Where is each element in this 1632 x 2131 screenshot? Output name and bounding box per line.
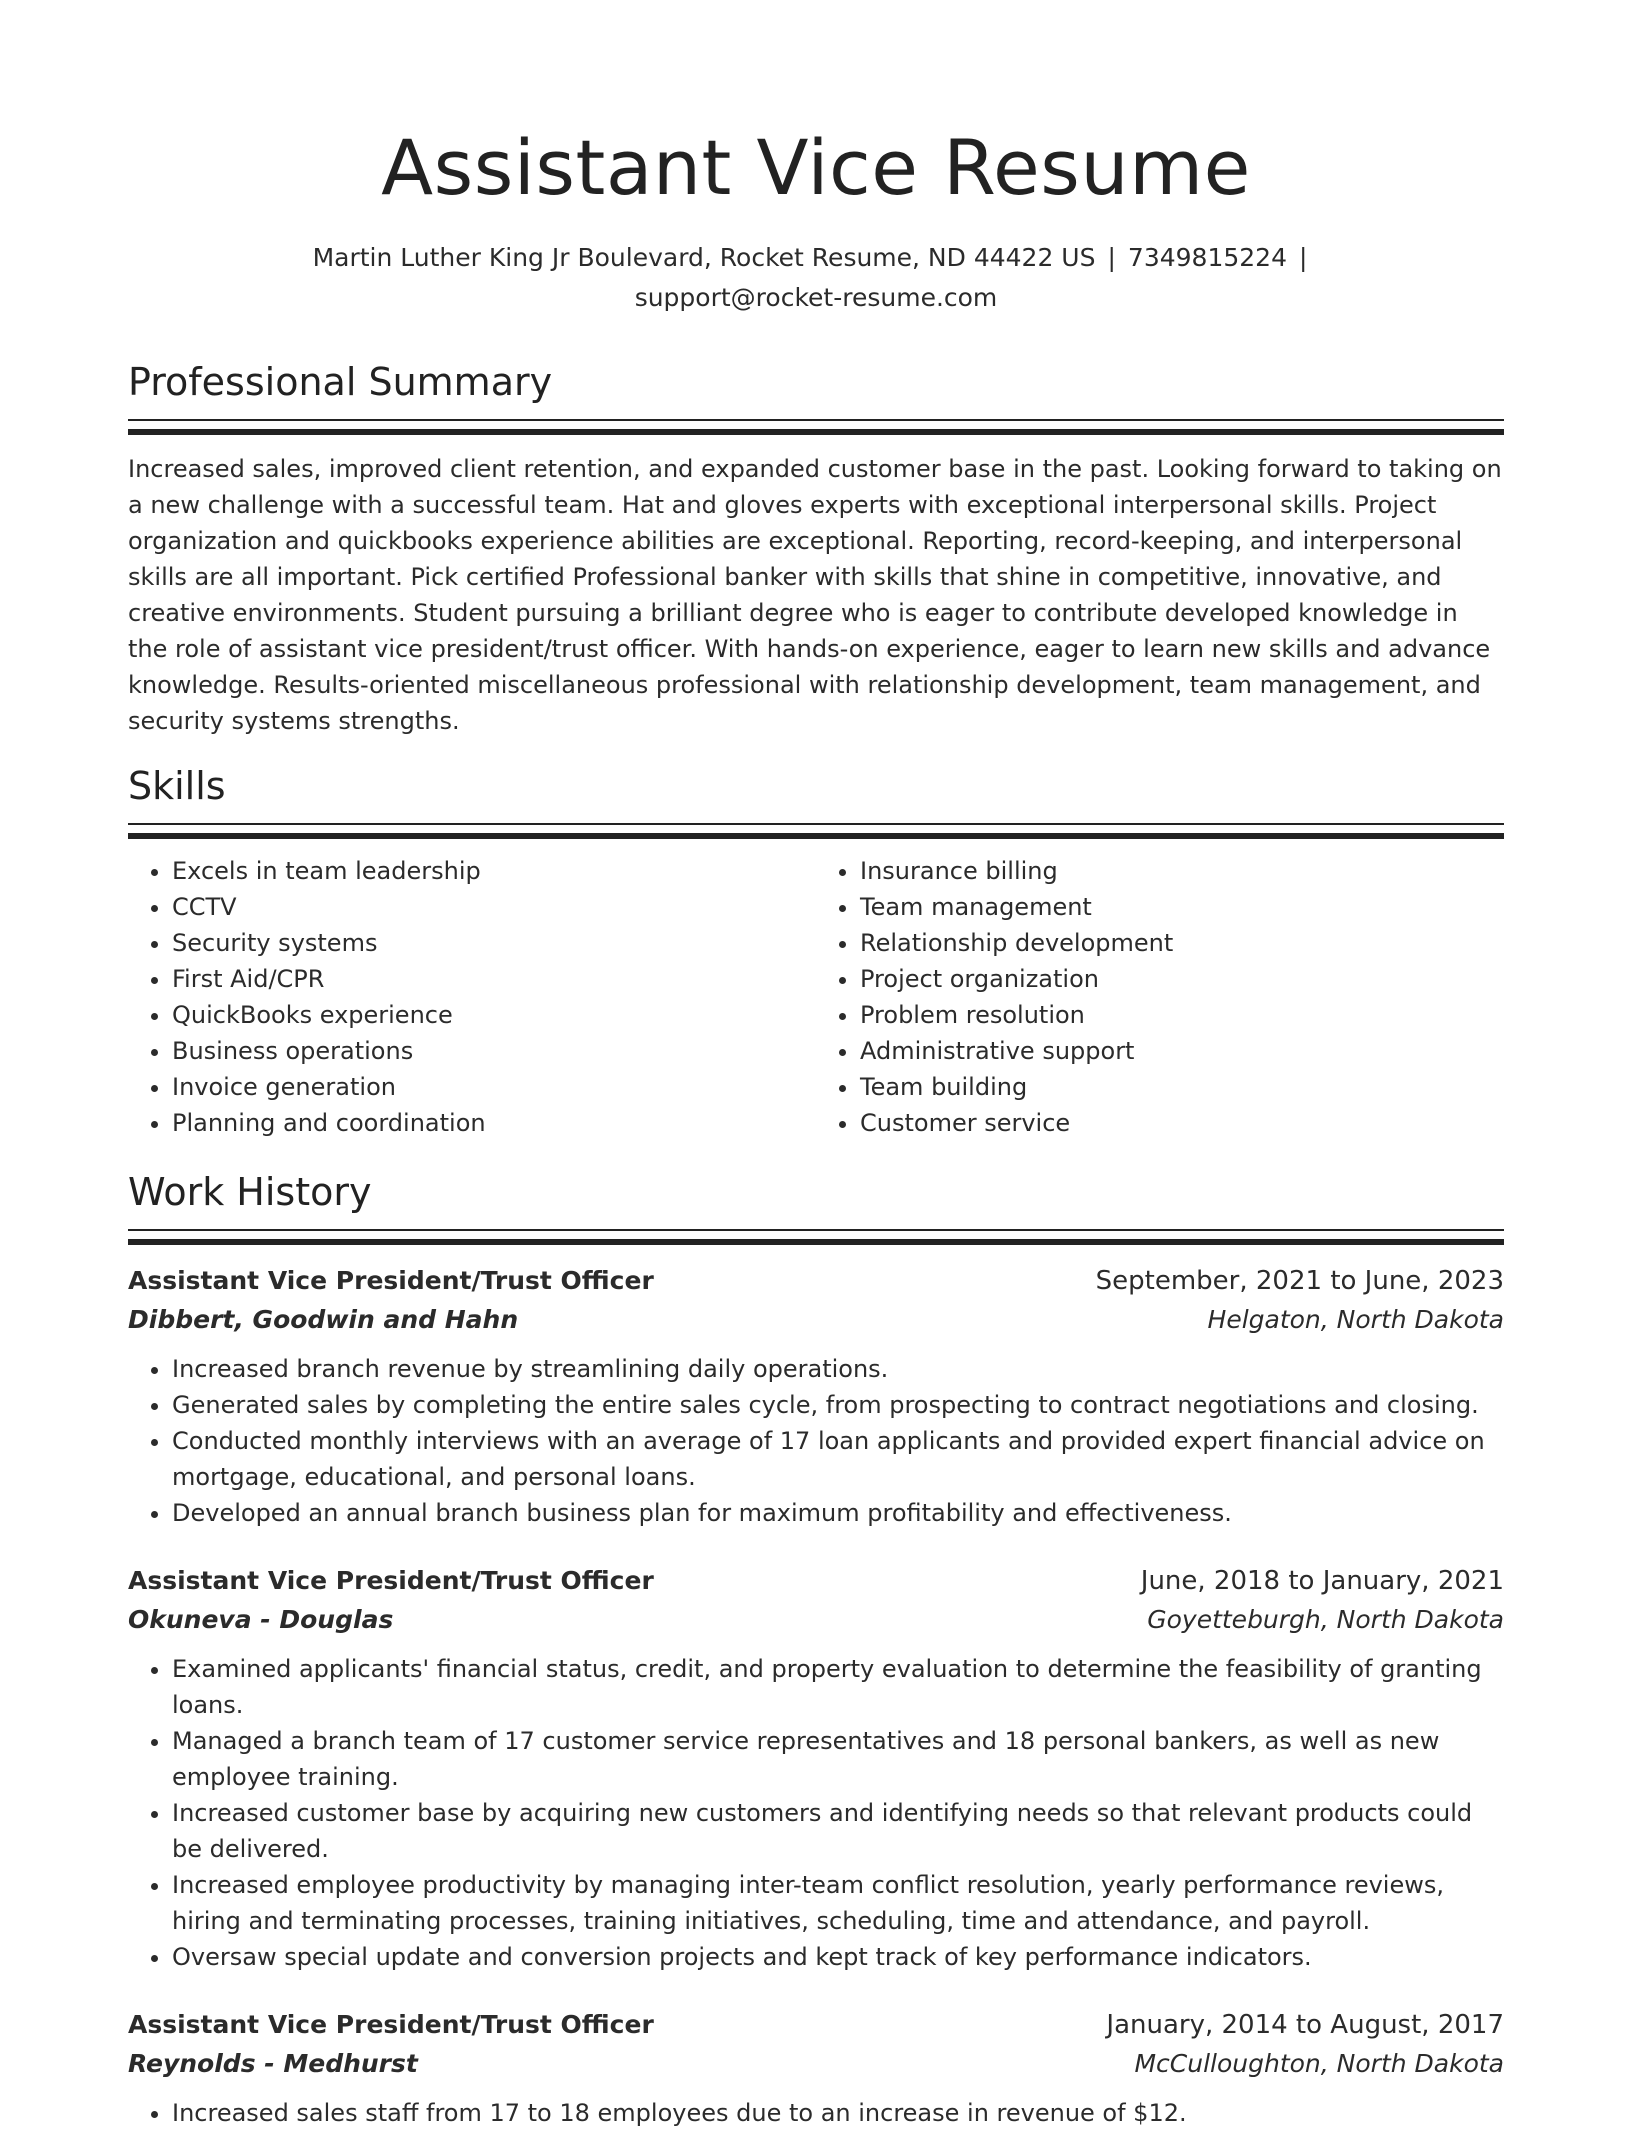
job-bullet: • Increased sales staff from 17 to 18 employees due to an increase in revenue of $12. [172, 2095, 1504, 2131]
job-bullet: • Generated sales by completing the entire sales cycle, from prospecting to contract negotiations and closing. [172, 1387, 1504, 1423]
section-heading-skills: Skills [128, 764, 226, 808]
summary-text: Increased sales, improved client retention, and expanded customer base in the past. Looking forward to taking on a new challenge with a successful team. Hat and gloves experts with exceptional interpersonal skills. Project organization and quickbooks experience abilities are exceptional. Reporting, record-keeping, and interpersonal skills are all important. Pick certified Professional banker with skills that shine in competitive, innovative, and creative environments. Student pursuing a brilliant degree who is eager to contribute developed knowledge in the role of assistant vice president/trust officer. With hands-on experience, eager to learn new skills and advance knowledge. Results-oriented miscellaneous professional with relationship development, team management, and security systems strengths. [128, 455, 1502, 735]
skill-item: • Relationship development [860, 925, 1504, 961]
skill-item: • Invoice generation [172, 1069, 816, 1105]
resume-page [128, 0, 1504, 2127]
skill-item: • Customer service [860, 1105, 1504, 1141]
skill-item: • Excels in team leadership [172, 853, 816, 889]
summary-section [128, 357, 1504, 763]
skill-item: • QuickBooks experience [172, 997, 816, 1033]
job-title: Assistant Vice President/Trust Officer [128, 2010, 654, 2039]
job-entry [128, 2005, 1504, 2131]
separator: | [1107, 243, 1116, 272]
job-company: Okuneva - Douglas [128, 1605, 394, 1634]
job-title: Assistant Vice President/Trust Officer [128, 1566, 654, 1595]
job-bullet: • Examined applicants' financial status, credit, and property evaluation to determine the feasibility of granting loans. [172, 1651, 1504, 1723]
skill-item: • Planning and coordination [172, 1105, 816, 1141]
phone-number: 7349815224 [1127, 243, 1287, 272]
skill-item: • Team building [860, 1069, 1504, 1105]
skill-item: • Team management [860, 889, 1504, 925]
job-company: Reynolds - Medhurst [128, 2049, 418, 2078]
job-bullet: • Increased branch revenue by streamlining daily operations. [172, 1351, 1504, 1387]
section-heading-work-history: Work History [128, 1170, 372, 1214]
contact-info [128, 238, 1504, 318]
skill-item: • First Aid/CPR [172, 961, 816, 997]
skill-item: • CCTV [172, 889, 816, 925]
job-subheader [128, 2045, 1504, 2083]
section-heading-summary: Professional Summary [128, 360, 553, 404]
divider-thick [128, 833, 1504, 839]
job-company: Dibbert, Goodwin and Hahn [128, 1305, 519, 1334]
job-header [128, 1261, 1504, 1301]
email-address: support@rocket-resume.com [634, 283, 998, 312]
job-location: Goyetteburgh, North Dakota [1147, 1605, 1504, 1634]
job-bullets [128, 2095, 1504, 2131]
job-dates: January, 2014 to August, 2017 [1106, 2010, 1504, 2040]
skill-item: • Administrative support [860, 1033, 1504, 1069]
divider-thick [128, 1239, 1504, 1245]
job-bullets [128, 1651, 1504, 1975]
job-bullet: • Oversaw special update and conversion projects and kept track of key performance indicators. [172, 1939, 1504, 1975]
job-bullet: • Managed a branch team of 17 customer service representatives and 18 personal bankers, as well as new employee training. [172, 1723, 1504, 1795]
skill-item: • Project organization [860, 961, 1504, 997]
job-entry [128, 1261, 1504, 1531]
job-location: McCulloughton, North Dakota [1134, 2049, 1504, 2078]
job-dates: June, 2018 to January, 2021 [1140, 1566, 1504, 1596]
skill-item: • Insurance billing [860, 853, 1504, 889]
job-subheader [128, 1601, 1504, 1639]
job-header [128, 1561, 1504, 1601]
skill-item: • Problem resolution [860, 997, 1504, 1033]
job-bullet: • Increased employee productivity by managing inter-team conflict resolution, yearly performance reviews, hiring and terminating processes, training initiatives, scheduling, time and attendance, and payroll. [172, 1867, 1504, 1939]
address: Martin Luther King Jr Boulevard, Rocket Resume, ND 44422 US [312, 243, 1096, 272]
work-history-section [128, 1167, 1504, 2131]
divider-thick [128, 429, 1504, 435]
divider [128, 1229, 1504, 1231]
skills-columns [128, 853, 1504, 1141]
job-bullets [128, 1351, 1504, 1531]
job-header [128, 2005, 1504, 2045]
job-dates: September, 2021 to June, 2023 [1095, 1266, 1504, 1296]
job-bullet: • Conducted monthly interviews with an average of 17 loan applicants and provided expert financial advice on mortgage, educational, and personal loans. [172, 1423, 1504, 1495]
job-subheader [128, 1301, 1504, 1339]
skills-list-right [816, 853, 1504, 1141]
job-bullet: • Developed an annual branch business plan for maximum profitability and effectiveness. [172, 1495, 1504, 1531]
page-title: Assistant Vice Resume [381, 123, 1251, 212]
skill-item: • Security systems [172, 925, 816, 961]
skills-list-left [128, 853, 816, 1141]
job-location: Helgaton, North Dakota [1207, 1305, 1504, 1334]
job-bullet: • Increased customer base by acquiring new customers and identifying needs so that relevant products could be delivered. [172, 1795, 1504, 1867]
divider [128, 419, 1504, 421]
job-entry [128, 1561, 1504, 1975]
separator: | [1298, 243, 1308, 272]
skill-item: • Business operations [172, 1033, 816, 1069]
divider [128, 823, 1504, 825]
skills-section [128, 761, 1504, 1141]
job-title: Assistant Vice President/Trust Officer [128, 1266, 654, 1295]
